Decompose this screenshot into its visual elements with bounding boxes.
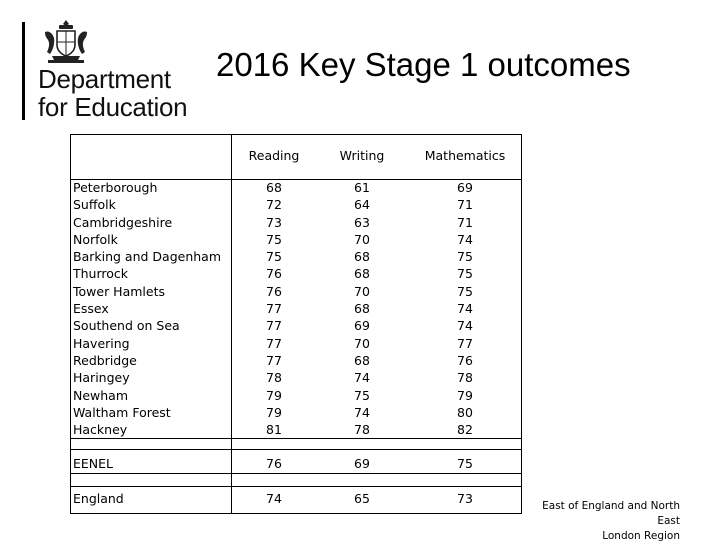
reading-cell: 76 xyxy=(266,283,282,299)
reading-cell: 77 xyxy=(266,335,282,351)
row-name: Redbridge xyxy=(73,352,137,368)
writing-cell: 78 xyxy=(354,422,370,438)
summary-writing: 69 xyxy=(354,456,370,471)
row-name: Waltham Forest xyxy=(73,404,171,420)
reading-cell: 79 xyxy=(266,387,282,403)
writing-cell: 70 xyxy=(354,231,370,247)
maths-cell: 82 xyxy=(457,422,473,438)
writing-cell: 68 xyxy=(354,301,370,317)
maths-cell: 75 xyxy=(457,249,473,265)
row-name: Havering xyxy=(73,335,130,351)
maths-cell: 74 xyxy=(457,231,473,247)
logo-divider xyxy=(22,22,25,120)
maths-cell: 80 xyxy=(457,404,473,420)
reading-cell: 75 xyxy=(266,249,282,265)
row-name: Peterborough xyxy=(73,180,158,195)
logo-text-department: Department xyxy=(38,64,171,94)
reading-values xyxy=(237,179,311,438)
maths-cell: 77 xyxy=(457,335,473,351)
table-divider xyxy=(71,486,521,487)
reading-cell: 73 xyxy=(266,214,282,230)
region-footnote xyxy=(520,499,680,544)
footnote-line: London Region xyxy=(602,530,680,542)
row-name: Tower Hamlets xyxy=(73,283,165,299)
table-divider xyxy=(231,135,232,513)
table-divider xyxy=(71,473,521,474)
column-header-writing: Writing xyxy=(339,148,385,163)
page-title: 2016 Key Stage 1 outcomes xyxy=(216,46,631,83)
row-name: Barking and Dagenham xyxy=(73,249,221,265)
writing-cell: 75 xyxy=(354,387,370,403)
writing-cell: 74 xyxy=(354,404,370,420)
row-name: Hackney xyxy=(73,422,128,438)
writing-cell: 68 xyxy=(354,266,370,282)
maths-cell: 75 xyxy=(457,283,473,299)
column-header-reading: Reading xyxy=(248,148,300,163)
reading-cell: 78 xyxy=(266,370,282,386)
royal-coat-of-arms-icon xyxy=(40,18,92,68)
writing-cell: 74 xyxy=(354,370,370,386)
maths-cell: 69 xyxy=(457,180,473,195)
row-name: Newham xyxy=(73,387,129,403)
maths-cell: 76 xyxy=(457,352,473,368)
summary-row-name: EENEL xyxy=(73,456,114,471)
writing-cell: 64 xyxy=(354,197,370,213)
summary-maths: 75 xyxy=(457,456,473,471)
summary-reading: 76 xyxy=(266,456,282,471)
maths-cell: 74 xyxy=(457,301,473,317)
row-name: Cambridgeshire xyxy=(73,214,173,230)
column-header-mathematics: Mathematics xyxy=(424,148,506,163)
row-name: Suffolk xyxy=(73,197,116,213)
writing-cell: 61 xyxy=(354,180,370,195)
row-name: Southend on Sea xyxy=(73,318,180,334)
maths-cell: 79 xyxy=(457,387,473,403)
row-name: Thurrock xyxy=(73,266,129,282)
row-name: Haringey xyxy=(73,370,130,386)
writing-cell: 69 xyxy=(354,318,370,334)
summary-maths: 73 xyxy=(457,491,473,506)
summary-reading: 74 xyxy=(266,491,282,506)
reading-cell: 77 xyxy=(266,318,282,334)
footnote-line: East of England and North East xyxy=(542,500,680,527)
maths-cell: 75 xyxy=(457,266,473,282)
reading-cell: 77 xyxy=(266,301,282,317)
maths-cell: 78 xyxy=(457,370,473,386)
summary-writing: 65 xyxy=(354,491,370,506)
maths-cell: 74 xyxy=(457,318,473,334)
reading-cell: 75 xyxy=(266,231,282,247)
reading-cell: 77 xyxy=(266,352,282,368)
summary-row-name: England xyxy=(73,491,124,506)
row-name: Norfolk xyxy=(73,231,118,247)
reading-cell: 81 xyxy=(266,422,282,438)
mathematics-values xyxy=(415,179,515,438)
writing-cell: 68 xyxy=(354,249,370,265)
row-names xyxy=(73,179,221,438)
reading-cell: 79 xyxy=(266,404,282,420)
writing-cell: 68 xyxy=(354,352,370,368)
maths-cell: 71 xyxy=(457,197,473,213)
writing-values xyxy=(325,179,399,438)
table-divider xyxy=(71,449,521,450)
writing-cell: 70 xyxy=(354,335,370,351)
reading-cell: 68 xyxy=(266,180,282,195)
results-table xyxy=(70,134,522,514)
reading-cell: 76 xyxy=(266,266,282,282)
writing-cell: 63 xyxy=(354,214,370,230)
row-name: Essex xyxy=(73,301,109,317)
logo-text-for-education: for Education xyxy=(38,92,188,122)
writing-cell: 70 xyxy=(354,283,370,299)
reading-cell: 72 xyxy=(266,197,282,213)
maths-cell: 71 xyxy=(457,214,473,230)
